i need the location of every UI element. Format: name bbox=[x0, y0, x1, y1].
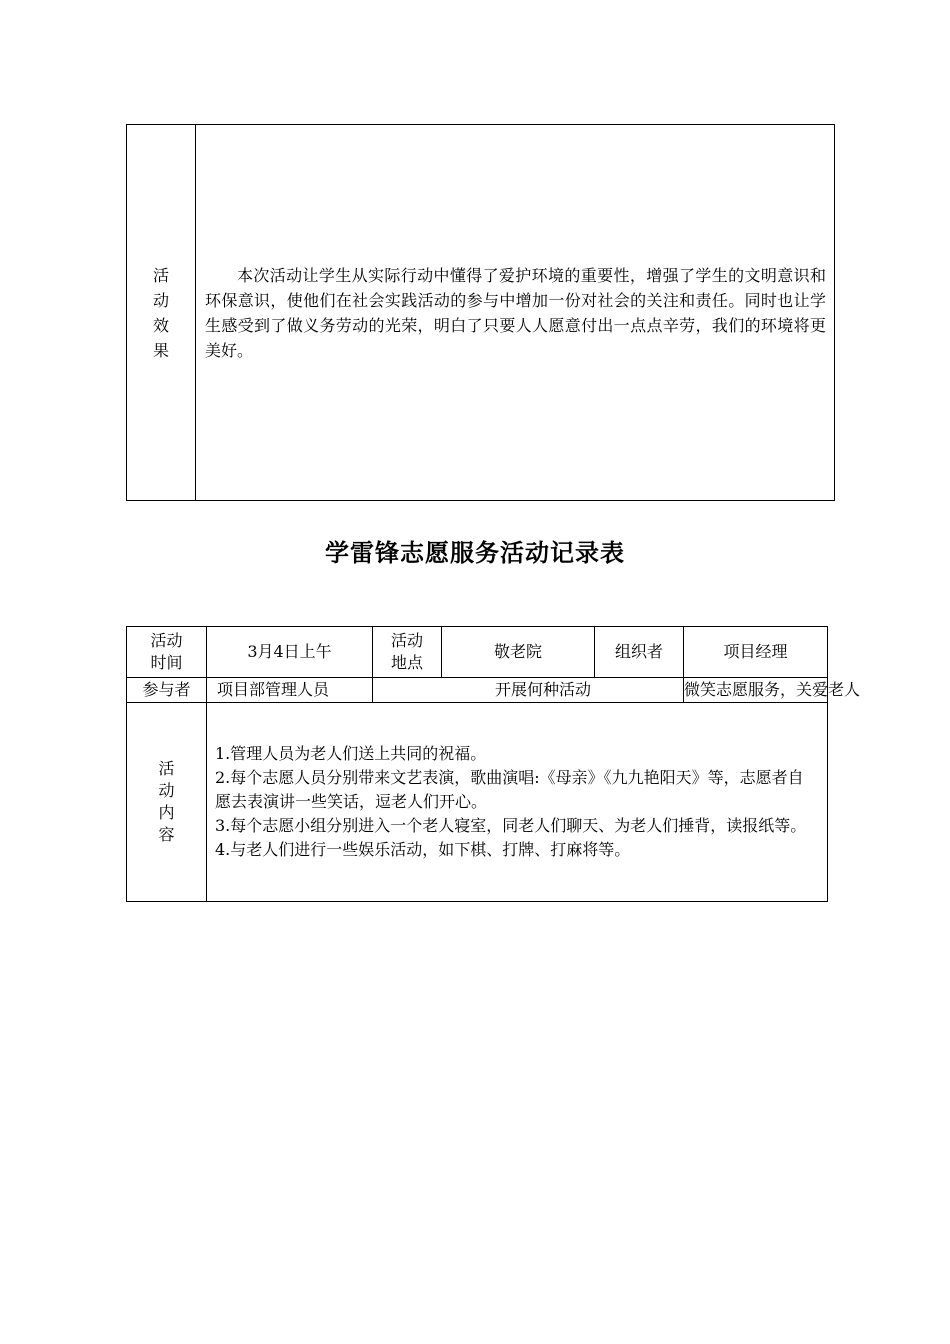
participants-value-cell: 项目部管理人员 bbox=[207, 678, 373, 703]
content-item: 3.每个志愿小组分别进入一个老人寝室，同老人们聊天、为老人们捶背，读报纸等。 bbox=[215, 816, 807, 835]
effect-label-char: 动 bbox=[152, 290, 169, 310]
participants-label-cell: 参与者 bbox=[127, 678, 207, 703]
activity-type-label-cell: 开展何种活动 bbox=[373, 678, 684, 703]
place-label-cell bbox=[373, 627, 442, 678]
time-label-line: 时间 bbox=[150, 653, 183, 672]
content-label-char: 动 bbox=[158, 781, 175, 800]
time-value-cell: 3月4日上午 bbox=[207, 627, 373, 678]
place-label-line: 地点 bbox=[390, 653, 423, 672]
organizer-value-cell: 项目经理 bbox=[684, 627, 828, 678]
table-row bbox=[127, 678, 828, 703]
place-value-cell: 敬老院 bbox=[442, 627, 595, 678]
table-row bbox=[127, 703, 828, 902]
content-label-char: 活 bbox=[158, 759, 175, 778]
place-label-line: 活动 bbox=[390, 631, 423, 650]
activity-type-value-cell: 微笑志愿服务，关爱老人 bbox=[684, 678, 828, 703]
content-label-char: 内 bbox=[158, 803, 175, 822]
document-title: 学雷锋志愿服务活动记录表 bbox=[325, 539, 625, 567]
activity-record-table bbox=[126, 626, 861, 902]
content-label-char: 容 bbox=[158, 825, 175, 844]
effect-text-cell bbox=[196, 125, 835, 501]
content-item: 4.与老人们进行一些娱乐活动，如下棋、打牌、打麻将等。 bbox=[215, 840, 631, 859]
content-item: 2.每个志愿人员分别带来文艺表演，歌曲演唱:《母亲》《九九艳阳天》等，志愿者自愿去表演讲一些笑话，逗老人们开心。 bbox=[215, 768, 804, 811]
effect-label-char: 果 bbox=[152, 340, 169, 360]
table-row bbox=[127, 627, 828, 678]
activity-effect-table bbox=[126, 124, 835, 501]
effect-paragraph: 本次活动让学生从实际行动中懂得了爱护环境的重要性，增强了学生的文明意识和环保意识，使他们在社会实践活动的参与中增加一份对社会的关注和责任。同时也让学生感受到了做义务劳动的光荣，明白了只要人人愿意付出一点点辛劳，我们的环境将更美好。 bbox=[205, 265, 826, 360]
effect-label-cell bbox=[127, 125, 196, 501]
effect-label-char: 效 bbox=[152, 315, 169, 335]
content-text-cell bbox=[207, 703, 828, 902]
content-item: 1.管理人员为老人们送上共同的祝福。 bbox=[215, 744, 487, 763]
effect-label-char: 活 bbox=[152, 265, 169, 285]
time-label-cell bbox=[127, 627, 207, 678]
time-label-line: 活动 bbox=[150, 631, 183, 650]
content-label-cell bbox=[127, 703, 207, 902]
organizer-label-cell: 组织者 bbox=[595, 627, 684, 678]
